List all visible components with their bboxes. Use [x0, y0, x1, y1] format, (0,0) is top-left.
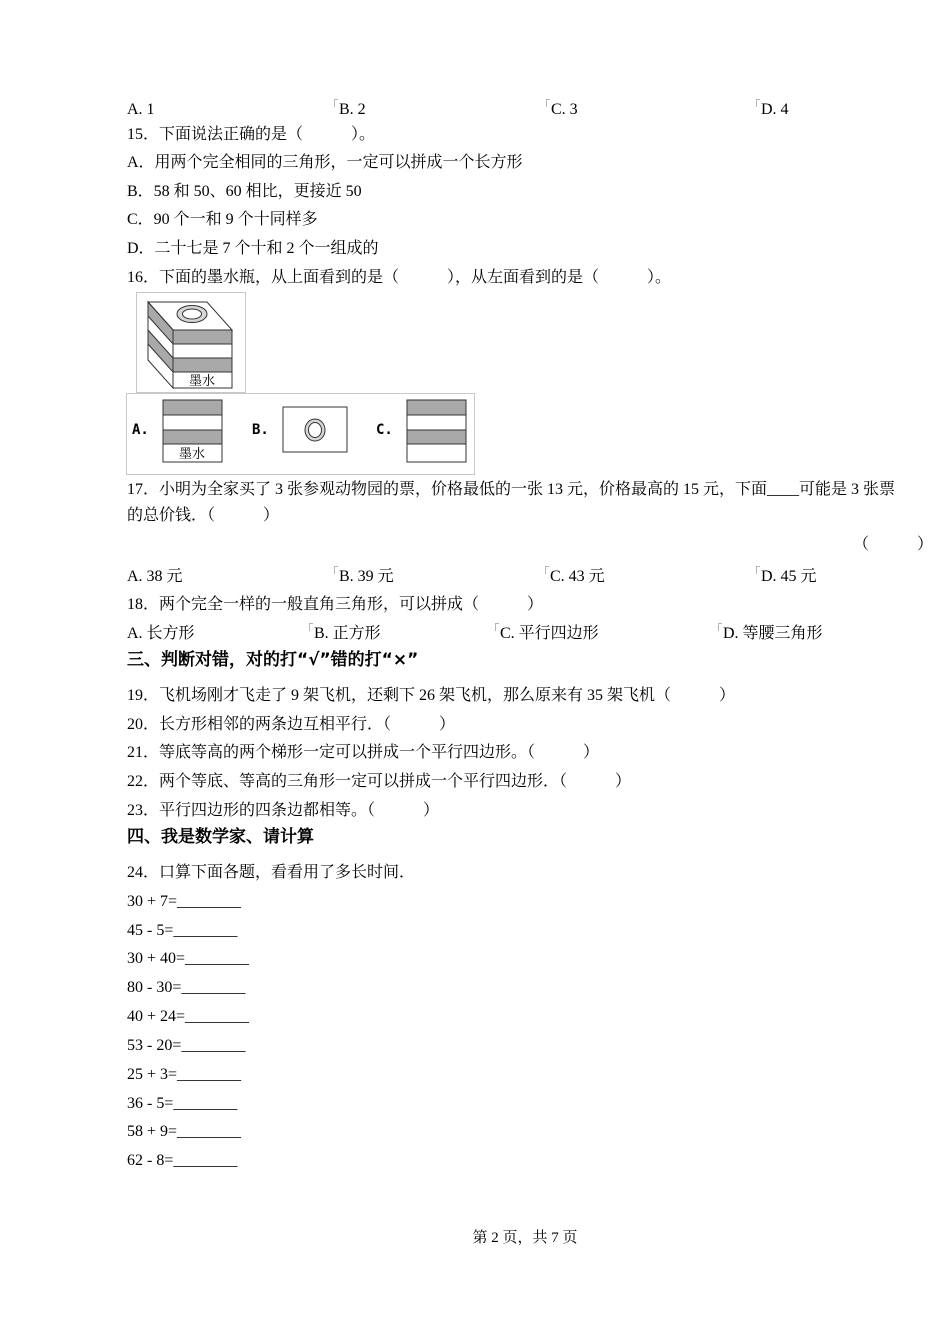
bottle-front-band [173, 344, 232, 358]
q15-option-b: B．58 和 50、60 相比，更接近 50 [127, 183, 362, 200]
q17-option-a: A. 38 元 [127, 568, 183, 585]
option-marker [334, 99, 338, 107]
q18-option-c-text: C. 平行四边形 [500, 625, 599, 642]
q24-instruction: 24．口算下面各题，看看用了多长时间． [127, 864, 416, 881]
q18-option-d-text: D. 等腰三角形 [723, 625, 823, 642]
choice-b-cap-inner [309, 423, 322, 438]
q15-stem: 15．下面说法正确的是（ ）。 [127, 126, 376, 143]
choice-c-label: C. [376, 422, 393, 438]
q18-option-d [718, 623, 823, 645]
q20-statement: 20．长方形相邻的两条边互相平行．（ ） [127, 716, 456, 733]
choice-c-band [407, 400, 466, 415]
choice-b-label: B. [252, 422, 269, 438]
q17-stem-line1: 17．小明为全家买了 3 张参观动物园的票，价格最低的一张 13 元，价格最高的 15 元，下面____可能是 3 张票 [127, 481, 896, 498]
q16-stem: 16．下面的墨水瓶，从上面看到的是（ ），从左面看到的是（ ）。 [127, 269, 672, 286]
choice-a-band [163, 415, 222, 430]
q17-option-c-text: C. 43 元 [550, 568, 605, 585]
q18-option-c [495, 623, 599, 645]
choice-c-band [407, 444, 466, 462]
q15-option-a: A．用两个完全相同的三角形，一定可以拼成一个长方形 [127, 154, 523, 171]
q17-option-c [545, 566, 605, 588]
q16-choices-figure [126, 393, 475, 475]
bottle-cap-inner [183, 309, 202, 319]
q23-statement: 23．平行四边形的四条边都相等。（ ） [127, 802, 440, 819]
option-marker [718, 623, 722, 631]
q14-option-c-text: C. 3 [551, 101, 578, 118]
choice-b-view [283, 407, 347, 452]
q14-option-a: A. 1 [127, 101, 155, 118]
choice-a-band [163, 400, 222, 415]
arithmetic-problem: 36 - 5=________ [127, 1095, 238, 1112]
arithmetic-problem: 45 - 5=________ [127, 922, 238, 939]
q14-option-d [756, 99, 789, 121]
q18-stem: 18．两个完全一样的一般直角三角形，可以拼成（ ） [127, 596, 544, 613]
arithmetic-problem: 25 + 3=________ [127, 1066, 242, 1083]
bottle-label: 墨水 [188, 374, 216, 389]
page-number-footer: 第 2 页，共 7 页 [472, 1230, 578, 1246]
q18-option-a: A. 长方形 [127, 625, 195, 642]
q15-option-c: C．90 个一和 9 个十同样多 [127, 211, 318, 228]
ink-bottle-figure [136, 292, 246, 393]
choice-c-band [407, 430, 466, 444]
q18-option-b [309, 623, 381, 645]
option-marker [546, 99, 550, 107]
arithmetic-problem: 40 + 24=________ [127, 1008, 250, 1025]
arithmetic-problem: 58 + 9=________ [127, 1123, 242, 1140]
q21-statement: 21．等底等高的两个梯形一定可以拼成一个平行四边形。（ ） [127, 744, 600, 761]
arithmetic-problem: 80 - 30=________ [127, 979, 246, 996]
q17-option-b-text: B. 39 元 [339, 568, 394, 585]
q18-option-b-text: B. 正方形 [314, 625, 381, 642]
choice-a-view [163, 400, 222, 462]
choice-c-view [407, 400, 466, 462]
q17-stem-line2: 的总价钱．（ ） [127, 507, 280, 524]
q14-option-d-text: D. 4 [761, 101, 789, 118]
q22-statement: 22．两个等底、等高的三角形一定可以拼成一个平行四边形．（ ） [127, 773, 632, 790]
choice-c-band [407, 415, 466, 430]
option-marker [756, 99, 760, 107]
q17-option-b [334, 566, 394, 588]
q19-statement: 19．飞机场刚才飞走了 9 架飞机，还剩下 26 架飞机，那么原来有 35 架飞机（ ） [127, 687, 736, 704]
section3-heading: 三、判断对错，对的打“√”错的打“×” [127, 650, 419, 670]
q17-option-d [756, 566, 817, 588]
q14-option-b [334, 99, 366, 121]
arithmetic-problem: 30 + 7=________ [127, 893, 242, 910]
bottle-front-band [173, 358, 232, 372]
option-marker [545, 566, 549, 574]
option-marker [495, 623, 499, 631]
q14-option-b-text: B. 2 [339, 101, 366, 118]
arithmetic-problem: 53 - 20=________ [127, 1037, 246, 1054]
bottle-front-band [173, 330, 232, 344]
section4-heading: 四、我是数学家、请计算 [127, 827, 314, 847]
option-marker [309, 623, 313, 631]
choice-a-label: A. [132, 422, 149, 438]
q15-option-d: D．二十七是 7 个十和 2 个一组成的 [127, 240, 379, 257]
choice-a-band [163, 430, 222, 444]
q17-option-d-text: D. 45 元 [761, 568, 817, 585]
q14-option-c [546, 99, 578, 121]
option-marker [756, 566, 760, 574]
choice-a-text: 墨水 [178, 447, 206, 462]
arithmetic-problem: 30 + 40=________ [127, 950, 250, 967]
option-marker [334, 566, 338, 574]
q17-answer-blank: （ ） [853, 536, 934, 553]
arithmetic-problem: 62 - 8=________ [127, 1152, 238, 1169]
